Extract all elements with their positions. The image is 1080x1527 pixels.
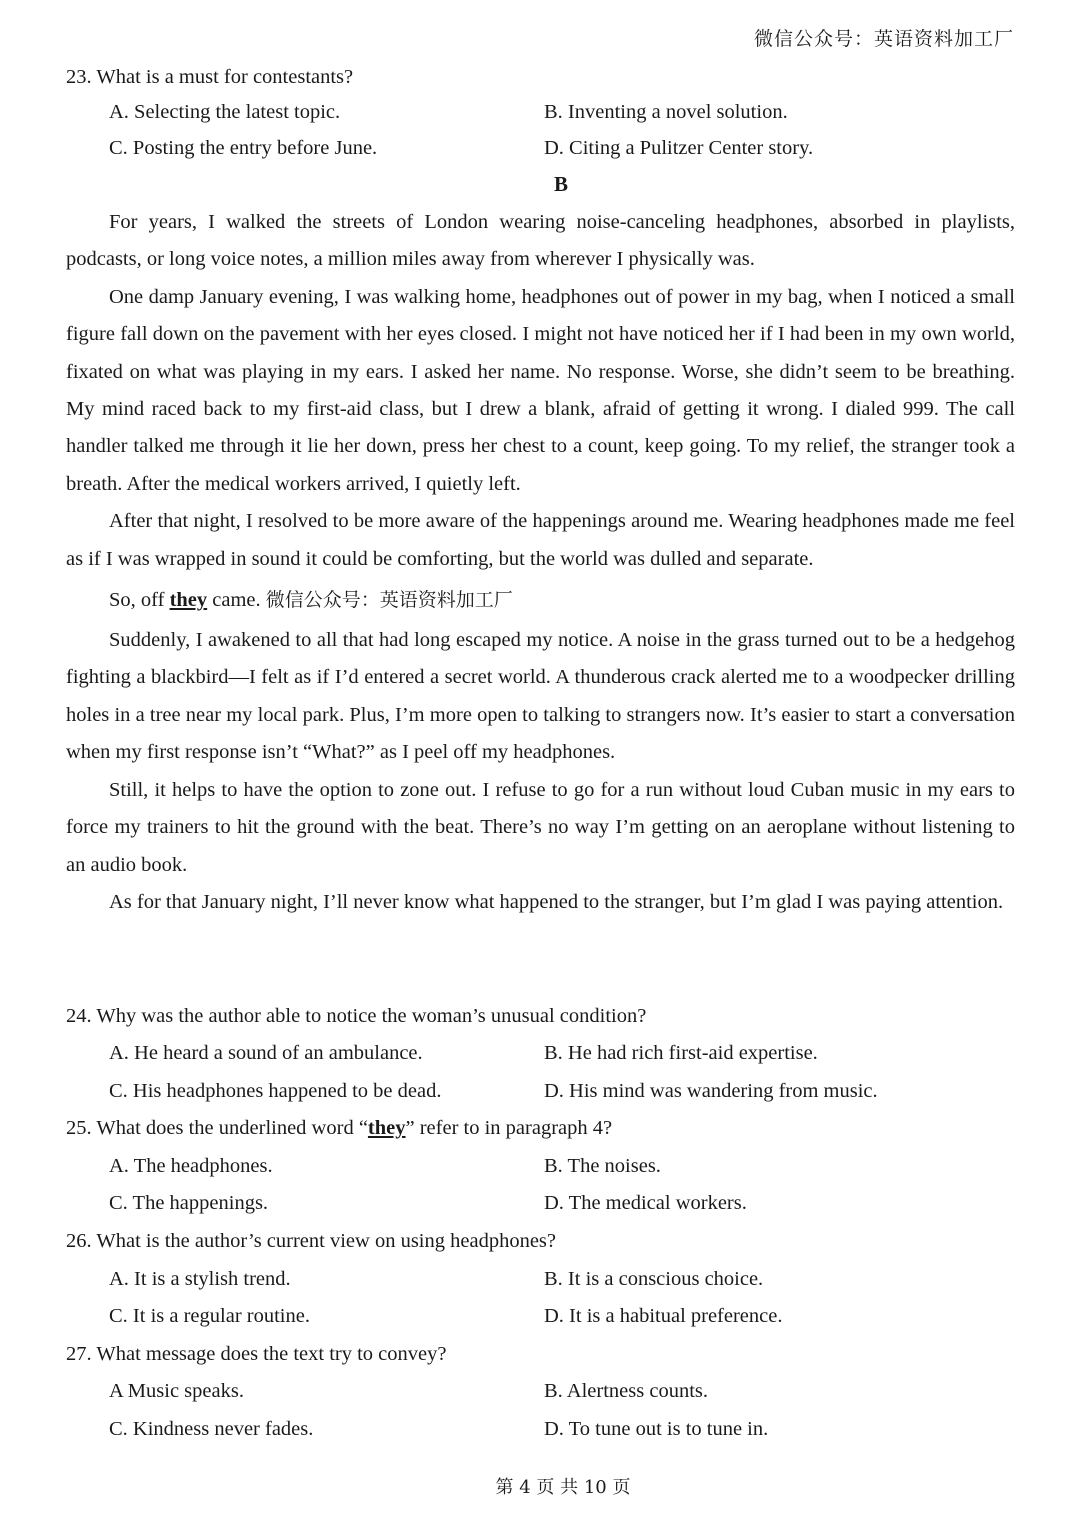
q27-option-a: A Music speaks. — [109, 1380, 244, 1402]
q23-option-c: C. Posting the entry before June. — [109, 137, 378, 159]
q24-option-c: C. His headphones happened to be dead. — [109, 1080, 442, 1102]
q26-stem: 26. What is the author’s current view on using headphones? — [66, 1230, 556, 1252]
q25-underlined-they: they — [367, 1117, 406, 1139]
inline-watermark: 微信公众号：英语资料加工厂 — [265, 589, 513, 612]
q26-option-c: C. It is a regular routine. — [109, 1305, 310, 1327]
q23-option-d: D. Citing a Pulitzer Center story. — [544, 137, 814, 159]
q25-option-c: C. The happenings. — [109, 1192, 269, 1214]
q25-stem — [66, 1117, 612, 1140]
p4-pre: So, off — [109, 589, 170, 612]
q25-option-b: B. The noises. — [544, 1155, 661, 1177]
q27-option-d: D. To tune out is to tune in. — [544, 1418, 769, 1440]
q27-option-b: B. Alertness counts. — [544, 1380, 708, 1402]
section-letter: B — [553, 172, 568, 196]
q24-stem: 24. Why was the author able to notice the woman’s unusual condition? — [66, 1005, 647, 1027]
q23-option-a: A. Selecting the latest topic. — [109, 101, 341, 123]
q24-option-b: B. He had rich first-aid expertise. — [544, 1042, 818, 1064]
q25-stem-pre: 25. What does the underlined word “ — [66, 1117, 368, 1139]
paragraph-4 — [66, 578, 1015, 622]
paragraph-1: For years, I walked the streets of London wearing noise-canceling headphones, absorbed in playlists, podcasts, or long voice notes, a million miles away from wherever I physically was. — [66, 211, 1015, 271]
header-watermark: 微信公众号：英语资料加工厂 — [753, 28, 1014, 50]
q27-stem: 27. What message does the text try to convey? — [66, 1343, 447, 1365]
paragraph-3: After that night, I resolved to be more aware of the happenings around me. Wearing headphones made me feel as if I was wrapped in sound it could be comforting, but the world was dulled and separate. — [66, 510, 1015, 570]
q25-option-d: D. The medical workers. — [544, 1192, 747, 1214]
passage — [66, 204, 1015, 921]
paragraph-2: One damp January evening, I was walking home, headphones out of power in my bag, when I noticed a small figure fall down on the pavement with her eyes closed. I might not have noticed her if I had been in my own world, fixated on what was playing in my ears. I asked her name. No response. Worse, she didn’t seem to be breathing. My mind raced back to my first-aid class, but I drew a blank, afraid of getting it wrong. I dialed 999. The call handler talked me through it lie her down, press her chest to a count, keep going. To my relief, the stranger took a breath. After the medical workers arrived, I quietly left. — [66, 285, 1015, 495]
q25-option-a: A. The headphones. — [109, 1155, 273, 1177]
underlined-they: they — [169, 589, 208, 612]
q27-option-c: C. Kindness never fades. — [109, 1418, 314, 1440]
q25-stem-post: ” refer to in paragraph 4? — [405, 1117, 613, 1139]
q23-stem: 23. What is a must for contestants? — [66, 66, 354, 88]
q26-option-a: A. It is a stylish trend. — [109, 1268, 291, 1290]
p4-post: came. — [207, 589, 266, 612]
paragraph-6: Still, it helps to have the option to zone out. I refuse to go for a run without loud Cuban music in my ears to force my trainers to hit the ground with the beat. There’s no way I’m getting on an aeroplane without listening to an audio book. — [66, 778, 1015, 876]
page-number: 第 4 页 共 10 页 — [495, 1477, 631, 1498]
q23-option-b: B. Inventing a novel solution. — [544, 101, 788, 123]
paragraph-5: Suddenly, I awakened to all that had long escaped my notice. A noise in the grass turned out to be a hedgehog fighting a blackbird—I felt as if I’d entered a secret world. A thunderous crack alerted me to a woodpecker drilling holes in a tree near my local park. Plus, I’m more open to talking to strangers now. It’s easier to start a conversation when my first response isn’t “What?” as I peel off my headphones. — [66, 629, 1015, 764]
q26-option-b: B. It is a conscious choice. — [544, 1268, 764, 1290]
q26-option-d: D. It is a habitual preference. — [544, 1305, 783, 1327]
q24-option-d: D. His mind was wandering from music. — [544, 1080, 878, 1102]
paragraph-7: As for that January night, I’ll never know what happened to the stranger, but I’m glad I was paying attention. — [109, 890, 1004, 913]
q24-option-a: A. He heard a sound of an ambulance. — [109, 1042, 423, 1064]
